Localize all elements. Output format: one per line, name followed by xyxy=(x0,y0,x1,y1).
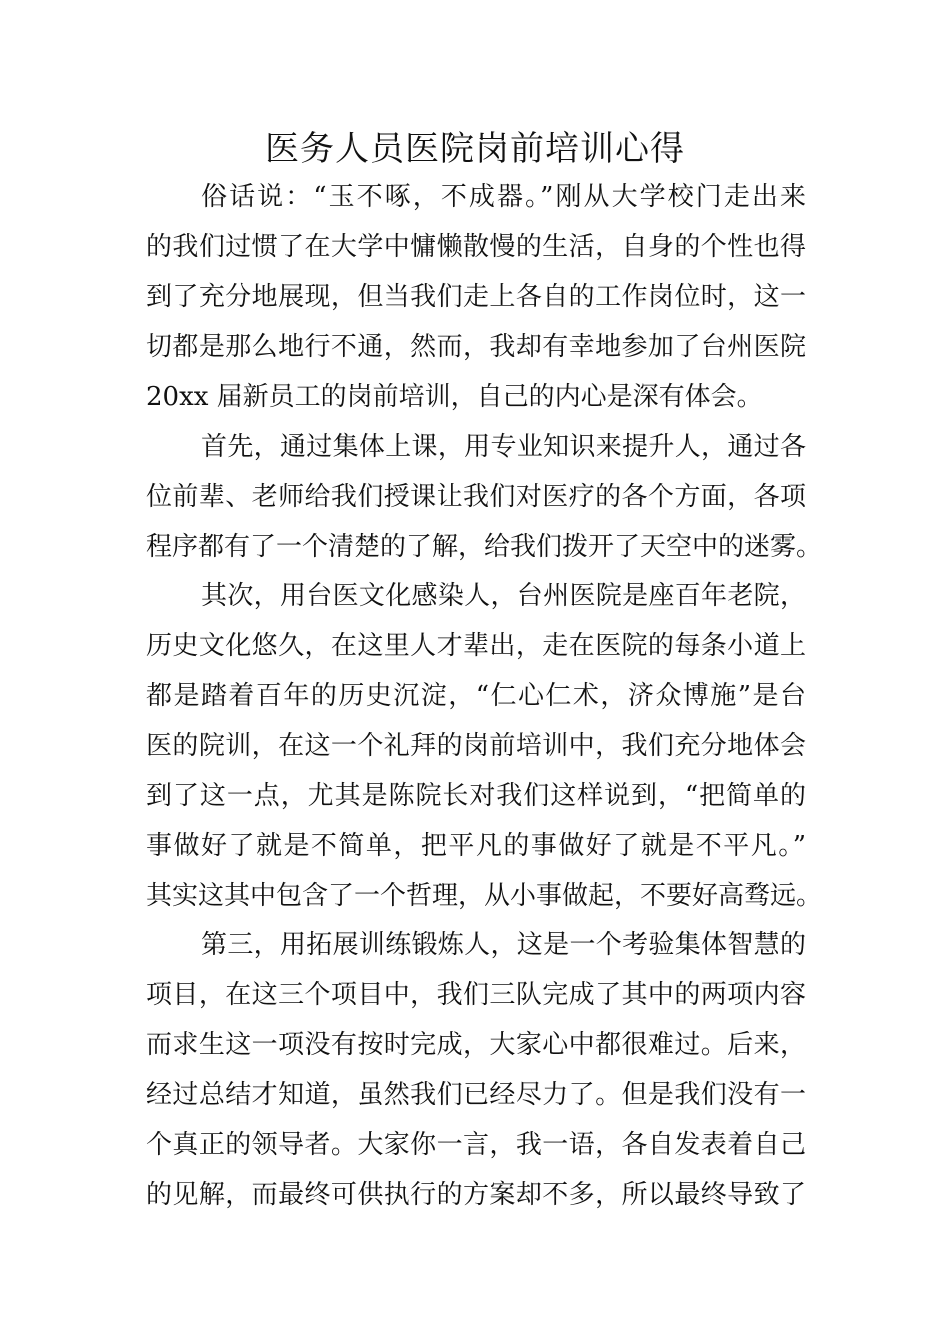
paragraph-line: 事做好了就是不简单，把平凡的事做好了就是不平凡。” xyxy=(146,831,806,861)
paragraph-line: 位前辈、老师给我们授课让我们对医疗的各个方面，各项 xyxy=(146,482,806,512)
paragraph-line: 而求生这一项没有按时完成，大家心中都很难过。后来， xyxy=(146,1030,806,1060)
paragraph-line: 20xx 届新员工的岗前培训，自己的内心是深有体会。 xyxy=(146,382,763,412)
paragraph-line: 到了充分地展现，但当我们走上各自的工作岗位时，这一 xyxy=(146,282,806,312)
paragraph-line: 个真正的领导者。大家你一言，我一语，各自发表着自己 xyxy=(146,1130,806,1160)
paragraph-line: 切都是那么地行不通，然而，我却有幸地参加了台州医院 xyxy=(146,332,806,362)
paragraph-line: 的见解，而最终可供执行的方案却不多，所以最终导致了 xyxy=(146,1180,806,1210)
paragraph-line: 程序都有了一个清楚的了解，给我们拨开了天空中的迷雾。 xyxy=(146,532,823,562)
paragraph-line: 的我们过惯了在大学中慵懒散慢的生活，自身的个性也得 xyxy=(146,232,806,262)
paragraph-line: 其实这其中包含了一个哲理，从小事做起，不要好高骛远。 xyxy=(146,881,823,911)
paragraph-line: 历史文化悠久，在这里人才辈出，走在医院的每条小道上 xyxy=(146,631,806,661)
paragraph-line: 项目，在这三个项目中，我们三队完成了其中的两项内容 xyxy=(146,980,806,1010)
paragraph-line: 都是踏着百年的历史沉淀，“仁心仁术，济众博施”是台 xyxy=(146,681,806,711)
paragraph-line: 经过总结才知道，虽然我们已经尽力了。但是我们没有一 xyxy=(146,1080,806,1110)
paragraph-line: 医的院训，在这一个礼拜的岗前培训中，我们充分地体会 xyxy=(146,731,806,761)
paragraph-line: 首先，通过集体上课，用专业知识来提升人，通过各 xyxy=(201,432,806,462)
paragraph-line: 第三，用拓展训练锻炼人，这是一个考验集体智慧的 xyxy=(201,930,806,960)
paragraph-line: 俗话说：“玉不啄，不成器。”刚从大学校门走出来 xyxy=(201,182,806,212)
document-title: 医务人员医院岗前培训心得 xyxy=(265,129,685,169)
paragraph-line: 其次，用台医文化感染人，台州医院是座百年老院， xyxy=(201,581,806,611)
paragraph-line: 到了这一点，尤其是陈院长对我们这样说到，“把简单的 xyxy=(146,781,806,811)
